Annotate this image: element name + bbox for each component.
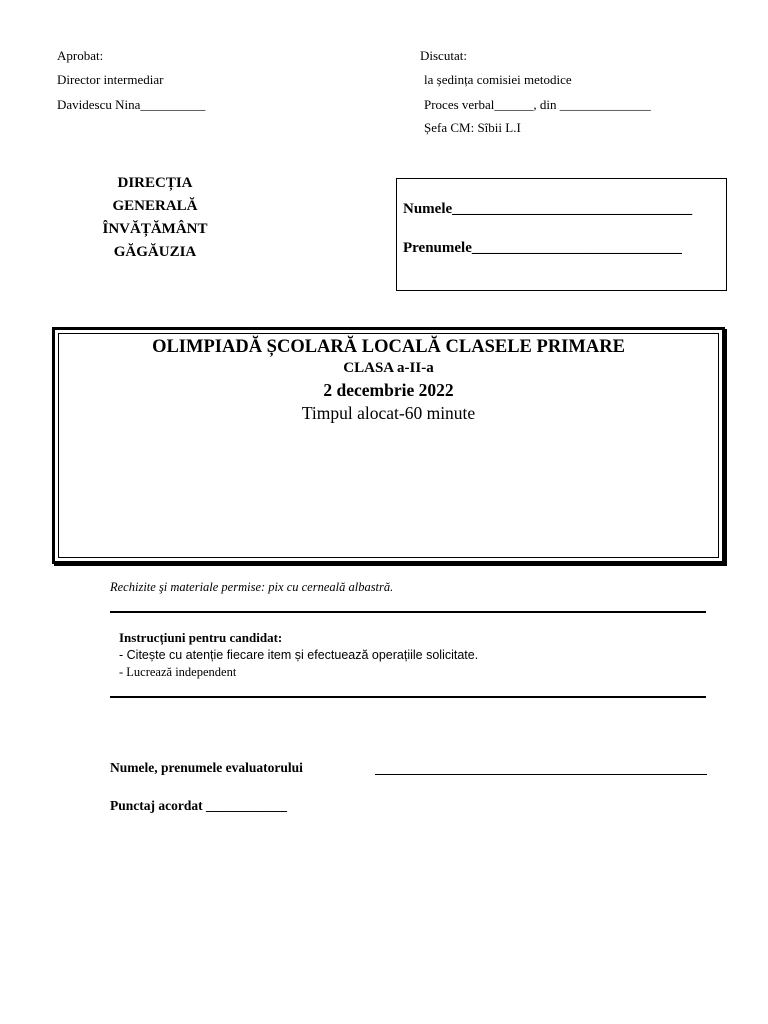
minutes-text: Proces verbal______, din ______________ bbox=[424, 97, 651, 112]
materials-note: Rechizite şi materiale permise: pix cu cerneală albastră. bbox=[110, 580, 394, 594]
divider-top bbox=[110, 611, 706, 613]
divider-bottom bbox=[110, 696, 706, 698]
olympiad-duration: Timpul alocat-60 minute bbox=[301, 403, 476, 423]
evaluator-name-label: Numele, prenumele evaluatorului bbox=[110, 760, 303, 775]
department-line: ÎNVĂȚĂMÂNT bbox=[102, 221, 208, 237]
head-of-commission: Șefa CM: Sîbii L.I bbox=[424, 120, 521, 135]
department-name bbox=[88, 172, 222, 264]
instruction-item: - Citește cu atenție fiecare item și efectuează operațiile solicitate. bbox=[119, 648, 479, 662]
first-name-field[interactable]: Prenumele____________________________ bbox=[403, 240, 682, 256]
olympiad-box bbox=[52, 327, 725, 564]
olympiad-title: OLIMPIADĂ ȘCOLARĂ LOCALĂ CLASELE PRIMARE bbox=[152, 337, 625, 357]
department-line: GENERALĂ bbox=[112, 198, 198, 214]
olympiad-date: 2 decembrie 2022 bbox=[323, 380, 454, 400]
student-name-box bbox=[396, 178, 727, 291]
director-name: Davidescu Nina__________ bbox=[57, 97, 206, 112]
olympiad-grade: CLASA a-II-a bbox=[343, 360, 434, 376]
evaluator-name-line[interactable] bbox=[375, 774, 707, 775]
olympiad-box-inner bbox=[58, 333, 719, 558]
last-name-field[interactable]: Numele________________________________ bbox=[403, 201, 693, 217]
instruction-item: - Lucrează independent bbox=[119, 665, 237, 679]
department-line: DIRECȚIA bbox=[117, 175, 193, 191]
instructions-title: Instrucțiuni pentru candidat: bbox=[119, 630, 283, 645]
approved-label: Aprobat: bbox=[57, 48, 104, 63]
department-line: GĂGĂUZIA bbox=[113, 244, 197, 260]
discussed-label: Discutat: bbox=[420, 48, 467, 63]
score-label[interactable]: Punctaj acordat ____________ bbox=[110, 798, 287, 813]
director-role: Director intermediar bbox=[57, 72, 164, 87]
meeting-text: la ședința comisiei metodice bbox=[424, 72, 572, 87]
